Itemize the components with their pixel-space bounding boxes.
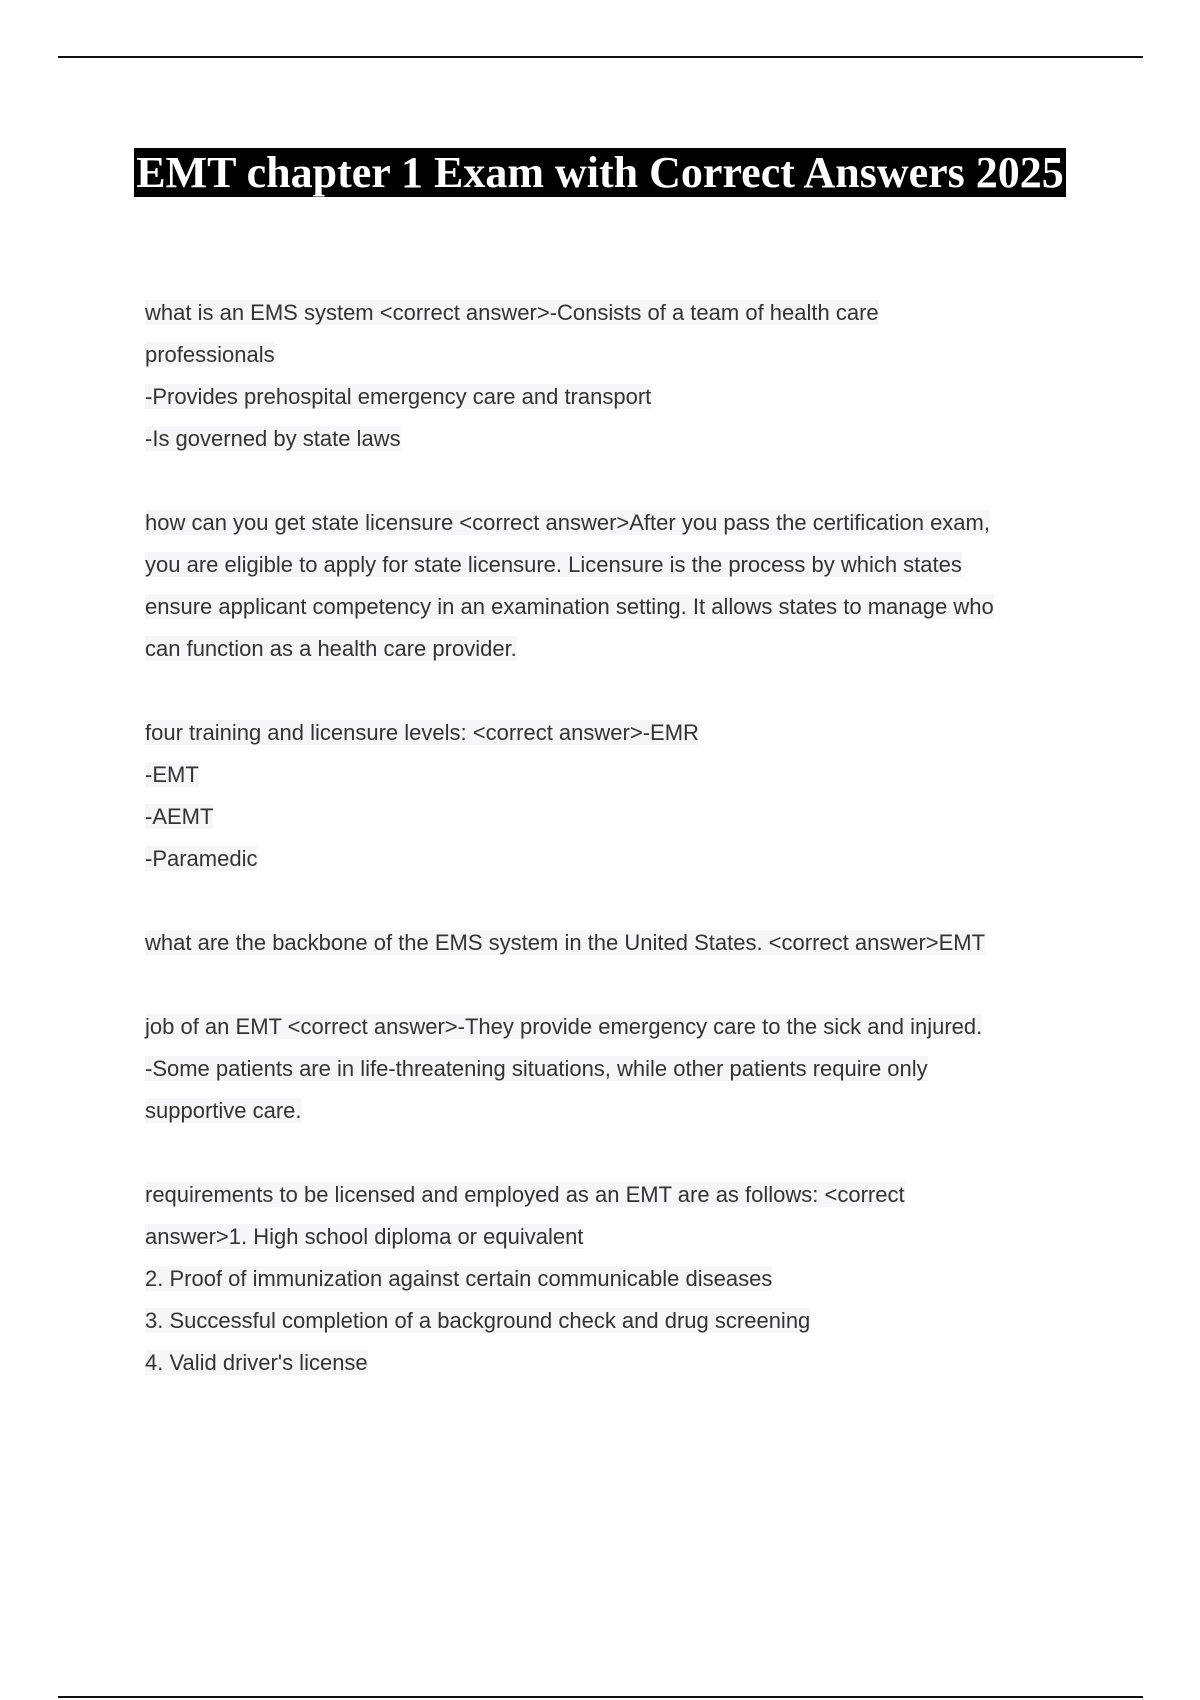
qa-list [145, 292, 1085, 1426]
qa-item [145, 292, 1085, 460]
qa-line: 4. Valid driver's license [145, 1350, 368, 1375]
qa-line: -AEMT [145, 804, 214, 829]
qa-line: job of an EMT <correct answer>-They provide emergency care to the sick and injured. [145, 1014, 983, 1039]
qa-line: -Some patients are in life-threatening situations, while other patients require only [145, 1056, 928, 1081]
qa-line: what are the backbone of the EMS system in the United States. <correct answer>EMT [145, 930, 986, 955]
qa-line: 2. Proof of immunization against certain communicable diseases [145, 1266, 773, 1291]
qa-line: ensure applicant competency in an examination setting. It allows states to manage who [145, 594, 994, 619]
qa-line: you are eligible to apply for state licensure. Licensure is the process by which states [145, 552, 962, 577]
qa-line: how can you get state licensure <correct answer>After you pass the certification exam, [145, 510, 990, 535]
qa-line: -Is governed by state laws [145, 426, 401, 451]
page-title [120, 144, 1080, 202]
qa-line: what is an EMS system <correct answer>-Consists of a team of health care [145, 300, 879, 325]
qa-line: supportive care. [145, 1098, 302, 1123]
qa-item [145, 712, 1085, 880]
qa-item [145, 502, 1085, 670]
qa-line: can function as a health care provider. [145, 636, 517, 661]
qa-line: 3. Successful completion of a background check and drug screening [145, 1308, 811, 1333]
bottom-rule [58, 1696, 1143, 1698]
qa-line: -Paramedic [145, 846, 258, 871]
qa-line: answer>1. High school diploma or equivalent [145, 1224, 584, 1249]
qa-line: requirements to be licensed and employed as an EMT are as follows: <correct [145, 1182, 905, 1207]
qa-line: professionals [145, 342, 275, 367]
qa-line: -Provides prehospital emergency care and transport [145, 384, 652, 409]
top-rule [58, 56, 1143, 58]
qa-item [145, 1174, 1085, 1384]
page-title-text: EMT chapter 1 Exam with Correct Answers 2025 [136, 148, 1064, 197]
qa-line: four training and licensure levels: <correct answer>-EMR [145, 720, 699, 745]
qa-item [145, 1006, 1085, 1132]
qa-line: -EMT [145, 762, 199, 787]
qa-item [145, 922, 1085, 964]
